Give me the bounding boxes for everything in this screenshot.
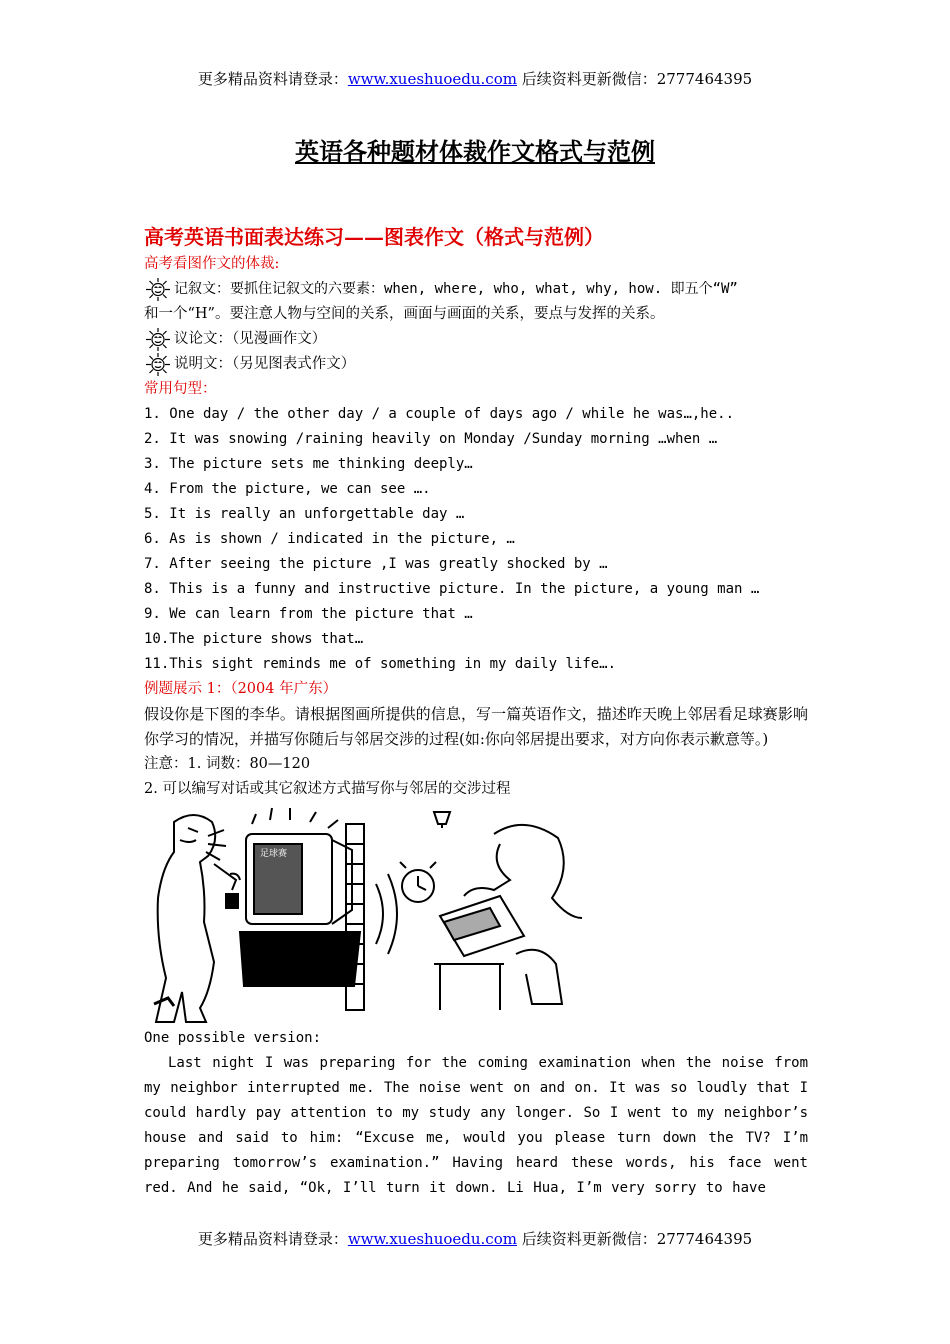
genre-label: 说明文：（另见图表式作文） <box>174 356 356 372</box>
tv-label: 足球赛 <box>260 849 288 859</box>
example-illustration <box>144 804 584 1026</box>
sun-bullet-icon <box>144 277 174 302</box>
pattern-item: 10.The picture shows that… <box>144 631 364 647</box>
header-prefix: 更多精品资料请登录： <box>197 70 348 88</box>
genre-label: 议论文：（见漫画作文） <box>174 331 327 347</box>
patterns-heading: 常用句型： <box>144 381 217 397</box>
pattern-item: 5. It is really an unforgettable day … <box>144 506 465 522</box>
sun-bullet-icon <box>144 352 174 377</box>
footer-prefix: 更多精品资料请登录： <box>197 1230 348 1248</box>
model-essay: Last night I was preparing for the coming examination when the noise from my neighbor interrupted me. The noise went on and on. It was so loudly that I could hardly pay attention to my study any longer. So I went to my neighbor’s house and said to him: “Excuse me, would you please turn down the TV? I’m preparing tomorrow’s examination.” Having heard these words, his face went red. And he said, “Ok, I’ll turn it down. Li Hua, I’m very sorry to have <box>144 1055 809 1196</box>
header-suffix: 后续资料更新微信：2777464395 <box>516 70 753 88</box>
task-description: 假设你是下图的李华。请根据图画所提供的信息，写一篇英语作文，描述昨天晚上邻居看足球赛影响你学习的情况，并描写你随后与邻居交涉的过程(如:你向邻居提出要求，对方向你表示歉意等。) <box>144 705 808 748</box>
header-link[interactable]: www.xueshuoedu.com <box>347 70 517 88</box>
section-title: 高考英语书面表达练习——图表作文（格式与范例） <box>144 225 604 249</box>
page-footer <box>0 1228 950 1249</box>
pattern-item: 3. The picture sets me thinking deeply… <box>144 456 473 472</box>
genre-item <box>144 352 808 377</box>
pattern-item: 9. We can learn from the picture that … <box>144 606 473 622</box>
genre-label: 记叙文：要抓住记叙文的六要素：when, where, who, what, why, how. 即五个“W” <box>174 281 738 297</box>
note-item: 注意：1. 词数：80—120 <box>144 756 311 772</box>
genre-item <box>144 327 808 352</box>
pattern-item: 4. From the picture, we can see …. <box>144 481 431 497</box>
pattern-item: 6. As is shown / indicated in the picture, … <box>144 531 515 547</box>
pattern-item: 1. One day / the other day / a couple of days ago / while he was…,he.. <box>144 406 735 422</box>
pattern-item: 8. This is a funny and instructive picture. In the picture, a young man … <box>144 581 760 597</box>
document-title: 英语各种题材体裁作文格式与范例 <box>295 137 655 166</box>
genre-continuation: 和一个“H”。要注意人物与空间的关系，画面与画面的关系，要点与发挥的关系。 <box>144 306 665 322</box>
pattern-item: 11.This sight reminds me of something in my daily life…. <box>144 656 617 672</box>
pattern-item: 2. It was snowing /raining heavily on Monday /Sunday morning …when … <box>144 431 718 447</box>
genres-heading: 高考看图作文的体裁: <box>144 256 280 272</box>
footer-link[interactable]: www.xueshuoedu.com <box>347 1230 517 1248</box>
pattern-item: 7. After seeing the picture ,I was greatly shocked by … <box>144 556 608 572</box>
genre-item <box>144 277 808 302</box>
example-heading: 例题展示 1：（2004 年广东） <box>144 681 338 697</box>
footer-suffix: 后续资料更新微信：2777464395 <box>516 1230 753 1248</box>
page-header <box>0 68 950 89</box>
sun-bullet-icon <box>144 327 174 352</box>
note-item: 2. 可以编写对话或其它叙述方式描写你与邻居的交涉过程 <box>144 781 511 797</box>
version-heading: One possible version: <box>144 1030 322 1046</box>
main-content <box>144 222 808 1201</box>
